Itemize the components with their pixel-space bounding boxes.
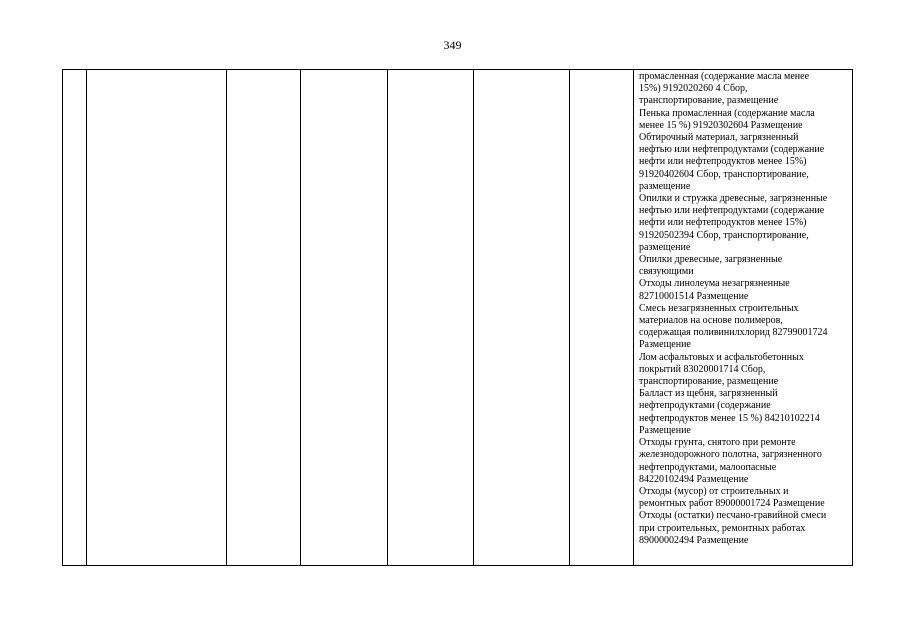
waste-entry — [639, 437, 849, 486]
table-cell-col-3 — [227, 70, 301, 566]
waste-entry-line: Смесь незагрязненных строительных — [639, 302, 799, 314]
waste-entry — [639, 388, 849, 437]
waste-entry-line: Лом асфальтовых и асфальтобетонных — [639, 351, 804, 363]
page-number: 349 — [443, 38, 462, 52]
waste-entry-line: нефти или нефтепродуктов менее 15%) — [639, 156, 807, 168]
waste-entry — [639, 132, 849, 193]
waste-entry-line: нефтепродуктами (содержание — [639, 400, 771, 412]
table-cell-waste-list — [634, 70, 853, 566]
waste-entry-line: 91920402604 Сбор, транспортирование, — [639, 168, 809, 180]
waste-entry-line: нефтепродуктов менее 15 %) 84210102214 — [639, 412, 820, 424]
waste-entry-line: 91920502394 Сбор, транспортирование, — [639, 229, 809, 241]
waste-entry-line: транспортирование, размещение — [639, 376, 779, 388]
waste-entry-line: Размещение — [639, 339, 691, 351]
waste-entry — [639, 193, 849, 254]
waste-entry-line: менее 15 %) 91920302604 Размещение — [639, 119, 803, 131]
waste-entry-line: промасленная (содержание масла менее — [639, 71, 810, 82]
waste-entry-line: связующими — [639, 266, 694, 278]
waste-entry — [639, 278, 849, 302]
waste-entry-line: Размещение — [639, 424, 691, 436]
waste-entry — [639, 254, 849, 278]
waste-entry-line: нефтью или нефтепродуктами (содержание — [639, 144, 825, 156]
waste-entry-line: Отходы грунта, снятого при ремонте — [639, 437, 796, 449]
waste-entry-line: Обтирочный материал, загрязненный — [639, 132, 799, 144]
waste-entry-line: содержащая поливинилхлорид 82799001724 — [639, 327, 828, 339]
waste-entry-line: транспортирование, размещение — [639, 95, 779, 107]
waste-entry-line: железнодорожного полотна, загрязненного — [639, 449, 822, 461]
waste-entry-line: нефтью или нефтепродуктами (содержание — [639, 205, 825, 217]
waste-entry-line: нефти или нефтепродуктов менее 15%) — [639, 217, 807, 229]
waste-entry-line: 84220102494 Размещение — [639, 473, 749, 485]
waste-entry-line: покрытий 83020001714 Сбор, — [639, 363, 766, 375]
waste-entry-line: Опилки и стружка древесные, загрязненные — [639, 193, 828, 205]
waste-entry-line: Отходы (мусор) от строительных и — [639, 485, 789, 497]
waste-entry — [639, 108, 849, 132]
waste-entry-line: Балласт из щебня, загрязненный — [639, 388, 778, 400]
waste-entry — [639, 303, 849, 352]
table-cell-col-1 — [63, 70, 87, 566]
waste-entry — [639, 352, 849, 389]
table-cell-col-6 — [474, 70, 570, 566]
waste-entry-line: при строительных, ремонтных работах — [639, 522, 806, 534]
waste-entry-line: 82710001514 Размещение — [639, 290, 749, 302]
waste-entry-line: ремонтных работ 89000001724 Размещение — [639, 498, 825, 510]
waste-entry-line: размещение — [639, 241, 691, 253]
table-cell-col-2 — [87, 70, 227, 566]
waste-entry-line: Отходы (остатки) песчано-гравийной смеси — [639, 510, 827, 522]
waste-entry-line: 89000002494 Размещение — [639, 534, 749, 546]
table-row — [63, 70, 853, 566]
waste-entry-line: 15%) 9192020260 4 Сбор, — [639, 83, 748, 95]
waste-list — [634, 70, 852, 547]
waste-entry — [639, 510, 849, 547]
data-table — [62, 69, 853, 566]
table-cell-col-5 — [388, 70, 474, 566]
waste-entry — [639, 486, 849, 510]
table-cell-col-7 — [570, 70, 634, 566]
waste-entry — [639, 71, 849, 108]
waste-entry-line: материалов на основе полимеров, — [639, 315, 783, 327]
waste-entry-line: Опилки древесные, загрязненные — [639, 254, 783, 266]
table-cell-col-4 — [301, 70, 388, 566]
waste-entry-line: Пенька промасленная (содержание масла — [639, 107, 815, 119]
waste-entry-line: Отходы линолеума незагрязненные — [639, 278, 790, 290]
waste-entry-line: размещение — [639, 180, 691, 192]
waste-entry-line: нефтепродуктами, малоопасные — [639, 461, 777, 473]
